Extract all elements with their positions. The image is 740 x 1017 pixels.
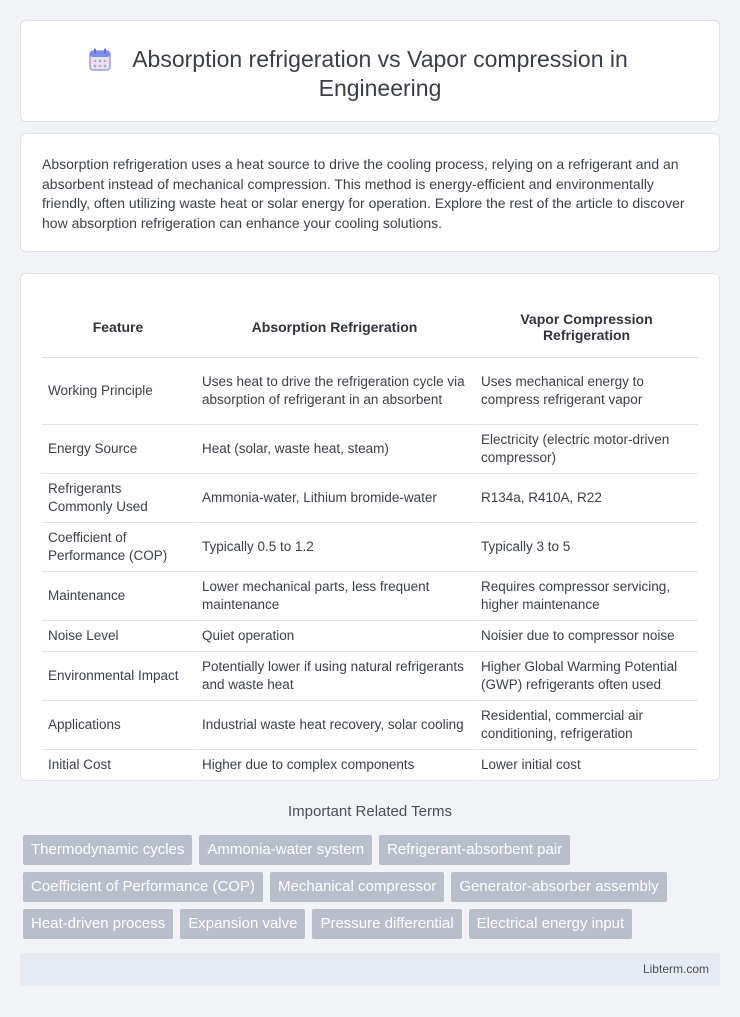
feature-cell: Refrigerants Commonly Used — [42, 474, 194, 523]
related-term-tag[interactable]: Ammonia-water system — [199, 835, 372, 865]
feature-cell: Applications — [42, 701, 194, 750]
related-terms-list — [23, 835, 713, 946]
header-vapor-compression: Vapor Compression Refrigeration — [473, 296, 698, 358]
vapor-compression-cell: Noisier due to compressor noise — [473, 621, 698, 652]
table-row — [42, 652, 698, 701]
related-term-tag[interactable]: Pressure differential — [312, 909, 461, 939]
feature-cell: Initial Cost — [42, 750, 194, 781]
vapor-compression-cell: Requires compressor servicing, higher maintenance — [473, 572, 698, 621]
feature-cell: Maintenance — [42, 572, 194, 621]
table-row — [42, 425, 698, 474]
vapor-compression-cell: Typically 3 to 5 — [473, 523, 698, 572]
related-term-tag[interactable]: Coefficient of Performance (COP) — [23, 872, 263, 902]
comparison-table — [42, 296, 698, 781]
page-title: Absorption refrigeration vs Vapor compression in Engineering — [132, 46, 628, 101]
absorption-cell: Lower mechanical parts, less frequent maintenance — [194, 572, 473, 621]
table-row — [42, 572, 698, 621]
absorption-cell: Quiet operation — [194, 621, 473, 652]
header-feature: Feature — [42, 296, 194, 358]
feature-cell: Noise Level — [42, 621, 194, 652]
absorption-cell: Ammonia-water, Lithium bromide-water — [194, 474, 473, 523]
header-absorption: Absorption Refrigeration — [194, 296, 473, 358]
table-row — [42, 750, 698, 781]
table-row — [42, 474, 698, 523]
related-term-tag[interactable]: Electrical energy input — [469, 909, 633, 939]
intro-paragraph: Absorption refrigeration uses a heat source to drive the cooling process, relying on a refrigerant and an absorbent instead of mechanical compression. This method is energy-efficient and environmentally friendly, often utilizing waste heat or solar energy for operation. Explore the rest of the article to discover how absorption refrigeration can enhance your cooling solutions. — [42, 156, 685, 231]
table-row — [42, 358, 698, 425]
vapor-compression-cell: Electricity (electric motor-driven compressor) — [473, 425, 698, 474]
table-row — [42, 621, 698, 652]
vapor-compression-cell: Lower initial cost — [473, 750, 698, 781]
feature-cell: Environmental Impact — [42, 652, 194, 701]
feature-cell: Energy Source — [42, 425, 194, 474]
related-term-tag[interactable]: Expansion valve — [180, 909, 305, 939]
related-term-tag[interactable]: Thermodynamic cycles — [23, 835, 192, 865]
absorption-cell: Typically 0.5 to 1.2 — [194, 523, 473, 572]
absorption-cell: Industrial waste heat recovery, solar cooling — [194, 701, 473, 750]
feature-cell: Working Principle — [42, 358, 194, 425]
related-term-tag[interactable]: Generator-absorber assembly — [451, 872, 666, 902]
vapor-compression-cell: Uses mechanical energy to compress refrigerant vapor — [473, 358, 698, 425]
vapor-compression-cell: Higher Global Warming Potential (GWP) refrigerants often used — [473, 652, 698, 701]
vapor-compression-cell: Residential, commercial air conditioning, refrigeration — [473, 701, 698, 750]
absorption-cell: Higher due to complex components — [194, 750, 473, 781]
absorption-cell: Uses heat to drive the refrigeration cycle via absorption of refrigerant in an absorbent — [194, 358, 473, 425]
title-card — [20, 20, 720, 122]
feature-cell: Coefficient of Performance (COP) — [42, 523, 194, 572]
related-term-tag[interactable]: Mechanical compressor — [270, 872, 444, 902]
vapor-compression-cell: R134a, R410A, R22 — [473, 474, 698, 523]
comparison-card — [20, 273, 720, 781]
footer-site-link[interactable]: Libterm.com — [642, 962, 709, 976]
table-row — [42, 523, 698, 572]
related-terms-title: Important Related Terms — [288, 803, 452, 820]
footer — [20, 953, 720, 986]
intro-card — [20, 133, 720, 252]
absorption-cell: Heat (solar, waste heat, steam) — [194, 425, 473, 474]
related-term-tag[interactable]: Heat-driven process — [23, 909, 173, 939]
table-header-row — [42, 296, 698, 358]
absorption-cell: Potentially lower if using natural refrigerants and waste heat — [194, 652, 473, 701]
table-row — [42, 701, 698, 750]
related-term-tag[interactable]: Refrigerant-absorbent pair — [379, 835, 570, 865]
